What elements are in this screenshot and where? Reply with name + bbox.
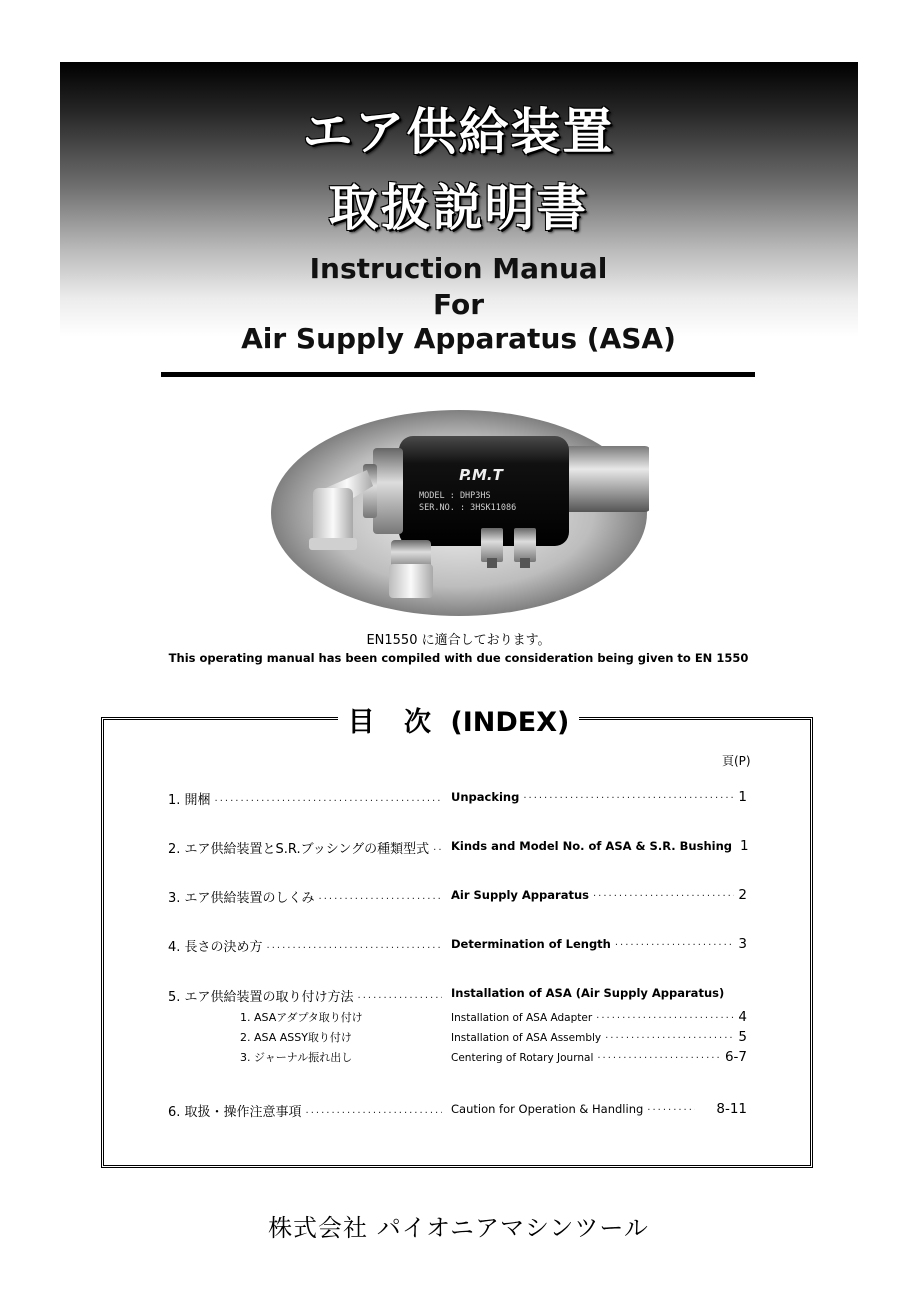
toc-entry-label-jp: 4. 長さの決め方 — [168, 940, 263, 955]
model-engraving: MODEL : DHP3HS — [419, 491, 491, 501]
toc-entry-label-jp: 2. エア供給装置とS.R.ブッシングの種類型式 — [168, 842, 430, 857]
toc-entry-page: 1 — [738, 789, 747, 805]
title-jp-line2: 取扱説明書 — [328, 179, 589, 237]
toc-entry-6-en[interactable] — [451, 1101, 747, 1119]
toc-entry-label-jp: 3. エア供給装置のしくみ — [168, 891, 315, 906]
toc-entry-1-jp[interactable] — [168, 789, 446, 807]
toc-entry-page: 2 — [738, 887, 747, 903]
toc-entry-5-jp[interactable] — [168, 986, 446, 1004]
serial-engraving: SER.NO. : 3HSK11086 — [419, 503, 517, 513]
toc-sub-entry-1-jp[interactable] — [240, 1009, 440, 1027]
title-rule — [161, 372, 755, 377]
brand-logo: P.M.T — [459, 466, 503, 484]
toc-entry-3-jp[interactable] — [168, 887, 446, 905]
toc-entry-label-en: Unpacking — [451, 790, 520, 804]
toc-entry-label-jp: 1. 開梱 — [168, 793, 211, 808]
toc-sub-page: 4 — [738, 1009, 747, 1025]
dot-leader — [267, 943, 442, 954]
toc-entry-page: 8-11 — [716, 1101, 747, 1117]
toc-sub-page: 5 — [738, 1029, 747, 1045]
toc-entry-label-en: Caution for Operation & Handling — [451, 1102, 644, 1116]
toc-entry-label-jp: 5. エア供給装置の取り付け方法 — [168, 990, 354, 1005]
toc-entry-label-en: Air Supply Apparatus — [451, 888, 589, 902]
toc-entry-1-en[interactable] — [451, 789, 747, 807]
toc-entry-4-en[interactable] — [451, 936, 747, 954]
compliance-jp: EN1550 に適合しております。 — [366, 633, 551, 648]
toc-sub-label-jp: 1. ASAアダプタ取り付け — [240, 1011, 363, 1024]
index-title-en: (INDEX) — [450, 707, 570, 738]
company-name: 株式会社 パイオニアマシンツール — [268, 1214, 649, 1242]
dot-leader — [605, 1033, 734, 1044]
index-title-jp: 目 次 — [347, 707, 441, 738]
toc-entry-3-en[interactable] — [451, 887, 747, 905]
toc-entry-2-en[interactable] — [451, 838, 747, 856]
toc-sub-label-en: Installation of ASA Assembly — [451, 1032, 602, 1044]
toc-sub-entry-2-en[interactable] — [451, 1029, 747, 1047]
title-en-line3: Air Supply Apparatus (ASA) — [241, 322, 676, 355]
dot-leader — [306, 1108, 442, 1119]
dot-leader — [597, 1053, 721, 1064]
dot-leader — [523, 793, 734, 804]
dot-leader — [215, 796, 442, 807]
toc-sub-label-en: Centering of Rotary Journal — [451, 1052, 594, 1064]
toc-entry-page: 3 — [738, 936, 747, 952]
compliance-en: This operating manual has been compiled with due consideration being given to EN 1550 — [168, 651, 749, 665]
toc-entry-2-jp[interactable] — [168, 838, 446, 856]
dot-leader — [319, 894, 442, 905]
toc-entry-5-en[interactable] — [451, 986, 747, 1004]
page-column-header: 頁(P) — [722, 754, 751, 768]
title-en-line2: For — [432, 288, 485, 321]
dot-leader — [358, 993, 442, 1004]
toc-entry-4-jp[interactable] — [168, 936, 446, 954]
toc-entry-6-jp[interactable] — [168, 1101, 446, 1119]
toc-sub-entry-3-en[interactable] — [451, 1049, 747, 1067]
dot-leader — [593, 891, 734, 902]
dot-leader — [433, 845, 442, 856]
title-en-line1: Instruction Manual — [309, 252, 608, 285]
toc-entry-label-en: Determination of Length — [451, 937, 611, 951]
toc-sub-label-jp: 2. ASA ASSY取り付け — [240, 1031, 352, 1044]
dot-leader — [615, 940, 735, 951]
toc-entry-page: 1 — [740, 838, 749, 854]
dot-leader — [647, 1105, 695, 1116]
product-photo — [269, 408, 649, 618]
toc-sub-page: 6-7 — [724, 1049, 747, 1065]
toc-sub-entry-3-jp[interactable] — [240, 1049, 440, 1067]
toc-entry-label-en: Kinds and Model No. of ASA & S.R. Bushing — [451, 839, 732, 853]
toc-sub-label-jp: 3. ジャーナル振れ出し — [240, 1051, 353, 1064]
toc-entry-label-jp: 6. 取扱・操作注意事項 — [168, 1105, 302, 1120]
toc-entry-label-en: Installation of ASA (Air Supply Apparatus) — [451, 986, 725, 1000]
toc-sub-entry-2-jp[interactable] — [240, 1029, 440, 1047]
dot-leader — [596, 1013, 734, 1024]
title-jp-line1: エア供給装置 — [302, 103, 615, 161]
toc-sub-label-en: Installation of ASA Adapter — [451, 1012, 593, 1024]
toc-sub-entry-1-en[interactable] — [451, 1009, 747, 1027]
